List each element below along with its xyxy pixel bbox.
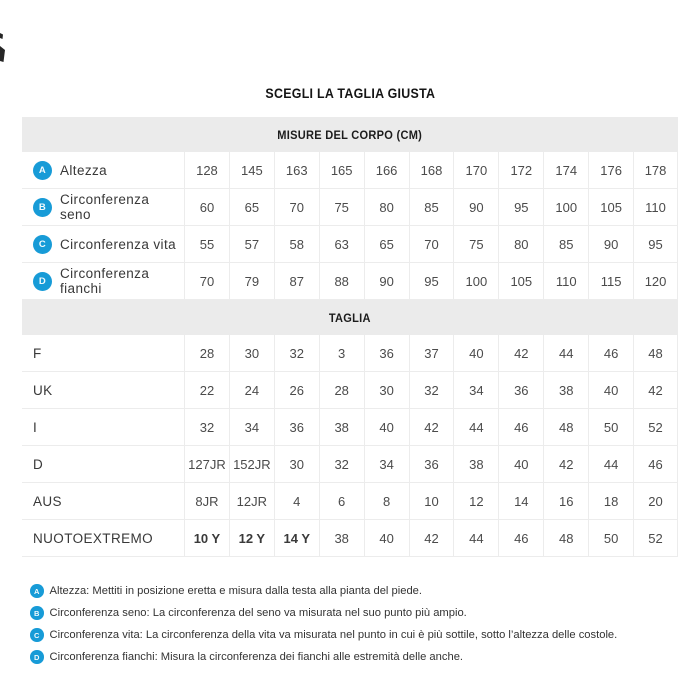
- value-cell: 34: [229, 409, 274, 445]
- value-cell: 20: [633, 483, 678, 519]
- value-cell: 50: [588, 409, 633, 445]
- value-cell: 36: [274, 409, 319, 445]
- value-cell: 95: [498, 189, 543, 225]
- value-cell: 85: [409, 189, 454, 225]
- value-cell: 46: [498, 520, 543, 556]
- value-cell: 105: [588, 189, 633, 225]
- value-cell: 120: [633, 263, 678, 299]
- footnote-text: Circonferenza fianchi: Misura la circonferenza dei fianchi alle estremità delle anche.: [49, 651, 464, 663]
- value-cell: 32: [184, 409, 229, 445]
- value-cell: 57: [229, 226, 274, 262]
- row-label: NUOTOEXTREMO: [33, 530, 154, 546]
- value-cell: 30: [364, 372, 409, 408]
- value-cell: 80: [498, 226, 543, 262]
- value-cell: 65: [229, 189, 274, 225]
- value-cell: 80: [364, 189, 409, 225]
- section-header: [22, 117, 678, 152]
- value-cell: 65: [364, 226, 409, 262]
- value-cell: 174: [543, 152, 588, 188]
- value-cell: 38: [319, 409, 364, 445]
- value-cell: 90: [588, 226, 633, 262]
- value-cell: 46: [588, 335, 633, 371]
- value-cell: 52: [633, 520, 678, 556]
- value-cell: 14: [498, 483, 543, 519]
- row-label-cell: [22, 409, 184, 445]
- page-title-text: SCEGLI LA TAGLIA GIUSTA: [265, 86, 435, 101]
- value-cell: 40: [364, 409, 409, 445]
- value-cell: 12 Y: [229, 520, 274, 556]
- value-cell: 110: [543, 263, 588, 299]
- value-cell: 28: [319, 372, 364, 408]
- footnote-text: Circonferenza vita: La circonferenza della vita va misurata nel punto in cui è più sottile, sotto l’altezza delle costole.: [49, 629, 618, 641]
- table-row: [22, 152, 678, 189]
- value-cell: 52: [633, 409, 678, 445]
- value-cell: 60: [184, 189, 229, 225]
- size-table: [22, 117, 678, 557]
- value-cell: 90: [364, 263, 409, 299]
- table-row: [22, 520, 678, 557]
- footnote-line: [30, 602, 680, 624]
- value-cell: 26: [274, 372, 319, 408]
- footnotes: [30, 580, 680, 668]
- row-label: I: [33, 419, 38, 435]
- section-header: [22, 300, 678, 335]
- row-label-cell: [22, 226, 184, 262]
- row-label-cell: [22, 372, 184, 408]
- value-cell: 44: [588, 446, 633, 482]
- value-cell: 55: [184, 226, 229, 262]
- value-cell: 75: [319, 189, 364, 225]
- row-label: Altezza: [60, 162, 108, 178]
- value-cell: 88: [319, 263, 364, 299]
- value-cell: 46: [498, 409, 543, 445]
- table-row: [22, 335, 678, 372]
- row-label-cell: [22, 335, 184, 371]
- measure-badge-icon: B: [30, 606, 44, 620]
- value-cell: 36: [409, 446, 454, 482]
- clipped-logo-fragment: [0, 30, 8, 70]
- value-cell: 24: [229, 372, 274, 408]
- row-label: UK: [33, 382, 53, 398]
- row-label: AUS: [33, 493, 62, 509]
- measure-badge-icon: D: [30, 650, 44, 664]
- value-cell: 170: [453, 152, 498, 188]
- value-cell: 100: [453, 263, 498, 299]
- value-cell: 79: [229, 263, 274, 299]
- value-cell: 128: [184, 152, 229, 188]
- table-row: [22, 483, 678, 520]
- value-cell: 30: [274, 446, 319, 482]
- table-row: [22, 446, 678, 483]
- value-cell: 95: [633, 226, 678, 262]
- value-cell: 163: [274, 152, 319, 188]
- value-cell: 50: [588, 520, 633, 556]
- row-label-cell: [22, 520, 184, 556]
- row-label: F: [33, 345, 42, 361]
- value-cell: 22: [184, 372, 229, 408]
- measure-badge-icon: A: [33, 161, 52, 180]
- value-cell: 166: [364, 152, 409, 188]
- value-cell: 46: [633, 446, 678, 482]
- section-header-label: TAGLIA: [329, 310, 371, 325]
- value-cell: 4: [274, 483, 319, 519]
- row-label-cell: [22, 446, 184, 482]
- row-label: Circonferenza fianchi: [60, 266, 150, 296]
- value-cell: 6: [319, 483, 364, 519]
- footnote-line: [30, 624, 680, 646]
- value-cell: 8: [364, 483, 409, 519]
- value-cell: 85: [543, 226, 588, 262]
- table-row: [22, 409, 678, 446]
- value-cell: 34: [364, 446, 409, 482]
- value-cell: 58: [274, 226, 319, 262]
- value-cell: 10: [409, 483, 454, 519]
- value-cell: 34: [453, 372, 498, 408]
- value-cell: 42: [543, 446, 588, 482]
- measure-badge-icon: C: [33, 235, 52, 254]
- value-cell: 32: [274, 335, 319, 371]
- value-cell: 3: [319, 335, 364, 371]
- value-cell: 178: [633, 152, 678, 188]
- value-cell: 10 Y: [184, 520, 229, 556]
- row-label: D: [33, 456, 44, 472]
- value-cell: 30: [229, 335, 274, 371]
- value-cell: 110: [633, 189, 678, 225]
- value-cell: 38: [319, 520, 364, 556]
- value-cell: 172: [498, 152, 543, 188]
- value-cell: 40: [588, 372, 633, 408]
- value-cell: 115: [588, 263, 633, 299]
- measure-badge-icon: C: [30, 628, 44, 642]
- value-cell: 16: [543, 483, 588, 519]
- value-cell: 40: [364, 520, 409, 556]
- value-cell: 8JR: [184, 483, 229, 519]
- row-label-cell: [22, 263, 184, 299]
- table-row: [22, 372, 678, 409]
- footnote-line: [30, 646, 680, 668]
- row-label-cell: [22, 483, 184, 519]
- footnote-text: Altezza: Mettiti in posizione eretta e misura dalla testa alla pianta del piede.: [49, 585, 423, 597]
- table-row: [22, 263, 678, 300]
- row-label-cell: [22, 189, 184, 225]
- value-cell: 90: [453, 189, 498, 225]
- value-cell: 165: [319, 152, 364, 188]
- value-cell: 14 Y: [274, 520, 319, 556]
- value-cell: 105: [498, 263, 543, 299]
- value-cell: 18: [588, 483, 633, 519]
- row-label: Circonferenza vita: [60, 236, 176, 252]
- value-cell: 176: [588, 152, 633, 188]
- value-cell: 40: [498, 446, 543, 482]
- value-cell: 75: [453, 226, 498, 262]
- value-cell: 40: [453, 335, 498, 371]
- value-cell: 32: [409, 372, 454, 408]
- value-cell: 42: [633, 372, 678, 408]
- table-row: [22, 226, 678, 263]
- value-cell: 48: [633, 335, 678, 371]
- page-title: [0, 86, 700, 101]
- measure-badge-icon: D: [33, 272, 52, 291]
- value-cell: 36: [498, 372, 543, 408]
- value-cell: 70: [409, 226, 454, 262]
- footnote-text: Circonferenza seno: La circonferenza del seno va misurata nel suo punto più ampio.: [49, 607, 467, 619]
- value-cell: 12: [453, 483, 498, 519]
- value-cell: 100: [543, 189, 588, 225]
- footnote-line: [30, 580, 680, 602]
- measure-badge-icon: B: [33, 198, 52, 217]
- value-cell: 42: [409, 520, 454, 556]
- value-cell: 152JR: [229, 446, 274, 482]
- value-cell: 28: [184, 335, 229, 371]
- value-cell: 70: [274, 189, 319, 225]
- value-cell: 145: [229, 152, 274, 188]
- value-cell: 63: [319, 226, 364, 262]
- value-cell: 38: [453, 446, 498, 482]
- section-header-label: MISURE DEL CORPO (CM): [277, 127, 423, 142]
- measure-badge-icon: A: [30, 584, 44, 598]
- value-cell: 42: [498, 335, 543, 371]
- value-cell: 12JR: [229, 483, 274, 519]
- value-cell: 168: [409, 152, 454, 188]
- value-cell: 48: [543, 409, 588, 445]
- value-cell: 44: [453, 520, 498, 556]
- table-row: [22, 189, 678, 226]
- row-label-cell: [22, 152, 184, 188]
- value-cell: 127JR: [184, 446, 229, 482]
- value-cell: 95: [409, 263, 454, 299]
- value-cell: 87: [274, 263, 319, 299]
- row-label: Circonferenza seno: [60, 192, 150, 222]
- value-cell: 44: [453, 409, 498, 445]
- value-cell: 36: [364, 335, 409, 371]
- value-cell: 37: [409, 335, 454, 371]
- value-cell: 70: [184, 263, 229, 299]
- value-cell: 48: [543, 520, 588, 556]
- value-cell: 32: [319, 446, 364, 482]
- value-cell: 42: [409, 409, 454, 445]
- value-cell: 38: [543, 372, 588, 408]
- value-cell: 44: [543, 335, 588, 371]
